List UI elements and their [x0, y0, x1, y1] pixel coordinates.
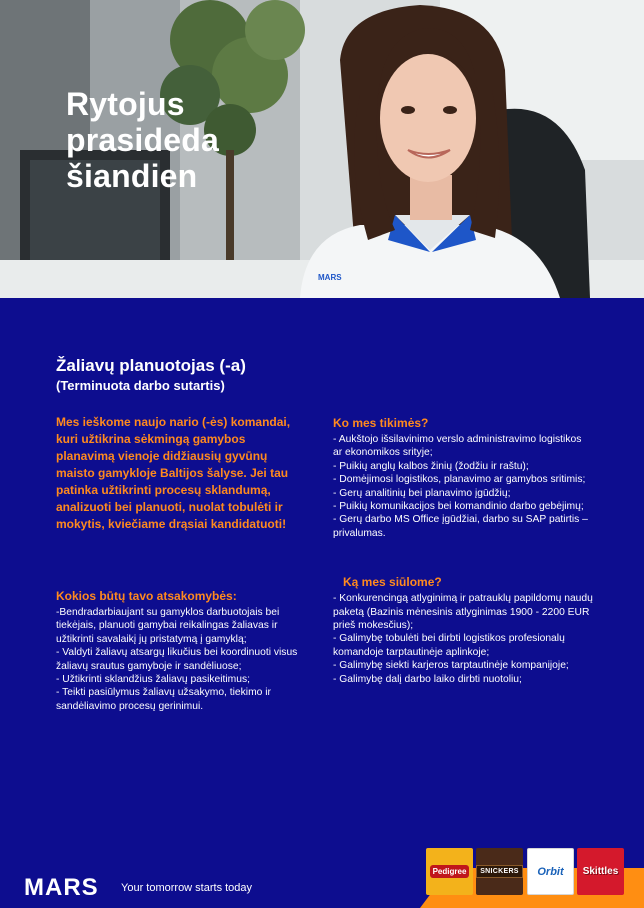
list-item: - Galimybę siekti karjeros tarptautinėje kompanijoje;	[333, 660, 569, 672]
expectations-list	[333, 433, 593, 540]
offer-section	[333, 574, 593, 686]
list-item: - Galimybę dalį darbo laiko dirbti nuotoliu;	[333, 673, 522, 685]
job-contract-type: (Terminuota darbo sutartis)	[56, 378, 225, 393]
job-posting-body	[0, 298, 644, 868]
list-item: - Gerų darbo MS Office įgūdžiai, darbo su SAP patirtis – privalumas.	[333, 514, 588, 539]
list-item: - Užtikrinti sklandžius žaliavų pasikeitimus;	[56, 674, 250, 686]
pedigree-brand-logo: Pedigree	[426, 848, 473, 895]
list-item: - Galimybę tobulėti bei dirbti logistikos profesionalų komandoje tarptautinėje aplinkoje;	[333, 633, 565, 658]
list-item: - Teikti pasiūlymus žaliavų užsakymo, tiekimo ir sandėliavimo procesų gerinimui.	[56, 687, 271, 712]
expectations-section	[333, 415, 593, 540]
list-item: - Gerų analitinių bei planavimo įgūdžių;	[333, 487, 511, 499]
hero-headline: Rytojus prasideda šiandien	[66, 86, 219, 194]
mars-logo: MARS	[24, 874, 99, 901]
responsibilities-heading: Kokios būtų tavo atsakomybės:	[56, 589, 237, 603]
job-title: Žaliavų planuotojas (-a)	[56, 356, 246, 375]
list-item: -Bendradarbiaujant su gamyklos darbuotojais bei tiekėjais, planuoti gamybai reikalingas žaliavas ir užtikrinti savalaikį jų pristatymą į gamyklą;	[56, 607, 280, 645]
orbit-brand-logo: Orbit	[527, 848, 574, 895]
intro-paragraph: Mes ieškome naujo nario (-ės) komandai, kuri užtikrina sėkmingą gamybos planavimą vienoje didžiausių gyvūnų maisto gamykloje Baltijos šalyse. Jei tau patinka užtikrinti procesų sklandumą, analizuoti bei planuoti, nuolat tobulėti ir mokytis, kviečiame drąsiai kandidatuoti!	[56, 415, 291, 531]
hero-banner	[0, 0, 644, 298]
skittles-brand-logo: Skittles	[577, 848, 624, 895]
list-item: - Domėjimosi logistikos, planavimo ar gamybos sritimis;	[333, 474, 586, 486]
offer-heading: Ką mes siūlome?	[343, 575, 442, 590]
snickers-brand-logo: SNICKERS	[476, 848, 523, 895]
list-item: - Puikių komunikacijos bei komandinio darbo gebėjimų;	[333, 501, 584, 513]
responsibilities-section	[56, 588, 306, 713]
footer-tagline: Your tomorrow starts today	[121, 882, 253, 894]
shirt-logo-text: MARS	[318, 273, 342, 282]
responsibilities-list	[56, 606, 306, 713]
list-item: - Valdyti žaliavų atsargų likučius bei koordinuoti visus žaliavų srautus gamyboje ir sandėliuose;	[56, 647, 298, 672]
footer-brand-strip	[0, 868, 420, 908]
expectations-heading: Ko mes tikimės?	[333, 416, 429, 430]
list-item: - Konkurencingą atlyginimą ir patrauklų papildomų naudų paketą (Bazinis mėnesinis atlyginimas 1900 - 2200 EUR prieš mokesčius);	[333, 593, 593, 632]
offer-list	[333, 592, 593, 686]
list-item: - Puikių anglų kalbos žinių (žodžiu ir raštu);	[333, 460, 529, 472]
list-item: - Aukštojo išsilavinimo verslo administravimo logistikos ar ekonomikos srityje;	[333, 434, 582, 459]
requirements-column	[333, 415, 593, 686]
